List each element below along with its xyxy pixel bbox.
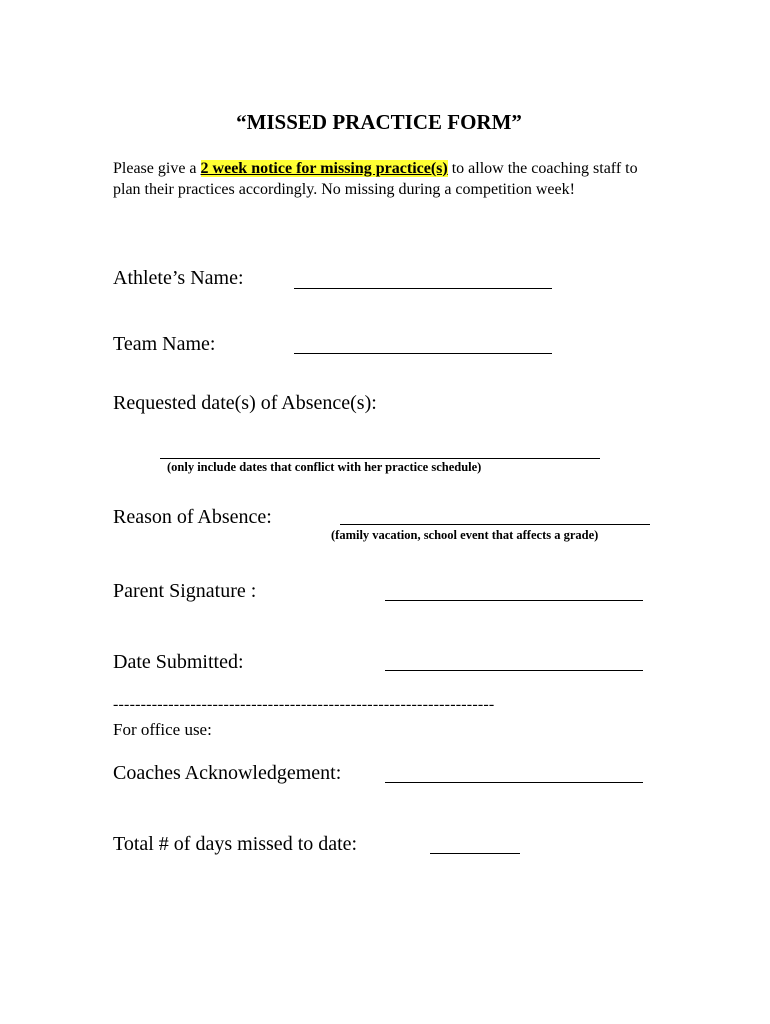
coaches-ack-label: Coaches Acknowledgement: xyxy=(113,762,342,784)
requested-dates-note: (only include dates that conflict with her practice schedule) xyxy=(167,460,482,474)
reason-label: Reason of Absence: xyxy=(113,506,272,528)
intro-text-end: to allow the coaching staff to plan their practices accordingly. No missing during a competition week! xyxy=(113,160,638,198)
office-use-heading: For office use: xyxy=(113,720,212,739)
requested-dates-line[interactable] xyxy=(160,458,600,459)
team-name-label: Team Name: xyxy=(113,333,216,355)
date-submitted-line[interactable] xyxy=(385,670,643,671)
team-name-line[interactable] xyxy=(294,353,552,354)
reason-note: (family vacation, school event that affects a grade) xyxy=(331,528,599,542)
reason-line[interactable] xyxy=(340,524,650,525)
intro-text-start: Please give a xyxy=(113,160,201,177)
total-days-label: Total # of days missed to date: xyxy=(113,833,358,855)
date-submitted-label: Date Submitted: xyxy=(113,651,244,673)
parent-signature-label: Parent Signature : xyxy=(113,580,257,602)
athlete-name-line[interactable] xyxy=(294,288,552,289)
total-days-line[interactable] xyxy=(430,853,520,854)
intro-paragraph xyxy=(113,158,653,200)
requested-dates-label: Requested date(s) of Absence(s): xyxy=(113,392,377,414)
coaches-ack-line[interactable] xyxy=(385,782,643,783)
parent-signature-line[interactable] xyxy=(385,600,643,601)
form-title: “MISSED PRACTICE FORM” xyxy=(236,110,522,134)
office-separator: --------------------------------------------------------------------- xyxy=(113,696,495,713)
athlete-name-label: Athlete’s Name: xyxy=(113,267,244,289)
intro-highlight: 2 week notice for missing practice(s) xyxy=(200,160,448,177)
